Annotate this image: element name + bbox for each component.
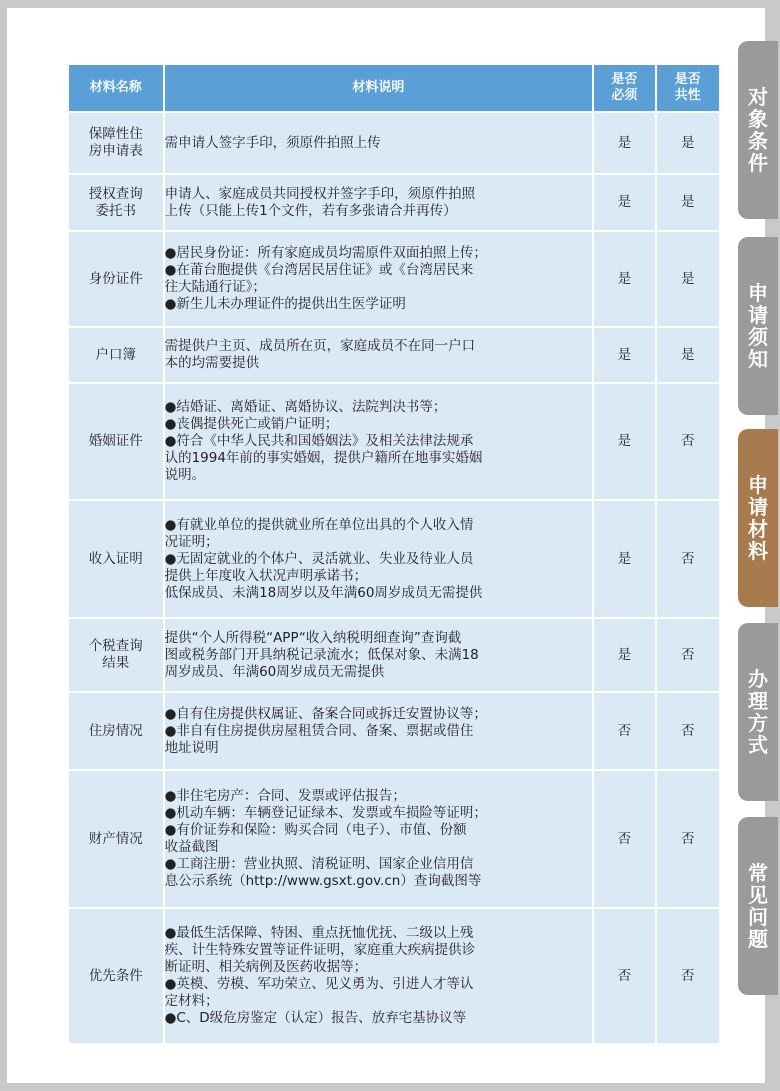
tab-object-conditions[interactable] <box>738 41 778 219</box>
common-cell: 否 <box>657 909 719 1043</box>
material-name-line: 房申请表 <box>88 143 143 159</box>
material-name-cell <box>69 619 163 691</box>
header-material-description: 材料说明 <box>165 65 593 111</box>
material-description-line: ●在莆台胞提供《台湾居民居住证》或《台湾居民来 <box>164 262 474 278</box>
material-description-line: 说明。 <box>164 467 206 483</box>
material-description-line: ●结婚证、离婚证、离婚协议、法院判决书等； <box>164 399 447 415</box>
material-description-line: ●非住宅房产：合同、发票或评估报告； <box>164 788 406 804</box>
material-description-line: 图或税务部门开具纳税记录流水；低保对象、未满18 <box>164 646 479 663</box>
material-description-line: ●C、D级危房鉴定（认定）报告、放弃宅基协议等 <box>164 1010 467 1026</box>
common-cell: 是 <box>657 113 719 173</box>
common-cell: 是 <box>657 232 719 326</box>
material-description-line: ●符合《中华人民共和国婚姻法》及相关法律法规承 <box>164 433 474 449</box>
material-description-line: 周岁成员、年满60周岁成员无需提供 <box>164 663 385 680</box>
material-description-line: ●丧偶提供死亡或销户证明； <box>164 416 339 432</box>
required-cell: 是 <box>594 384 654 499</box>
material-description-line: 定材料； <box>164 993 219 1009</box>
tab-label: 申请材料 <box>748 473 768 563</box>
tab-label: 申请须知 <box>748 281 768 371</box>
common-cell: 是 <box>657 328 719 382</box>
material-description-line: ●有就业单位的提供就业所在单位出具的个人收入情 <box>164 516 474 533</box>
material-name-line: 户口簿 <box>95 346 137 363</box>
material-name-cell <box>69 328 163 382</box>
material-name-line: 婚姻证件 <box>88 433 143 449</box>
material-description-cell <box>165 693 593 769</box>
tab-faq[interactable] <box>738 817 778 995</box>
header-common-line: 共性 <box>674 88 701 103</box>
material-description-line: 本的均需要提供 <box>164 355 260 371</box>
material-description-line: ●无固定就业的个体户、灵活就业、失业及待业人员 <box>164 550 474 567</box>
header-common-line: 是否 <box>674 72 701 87</box>
tab-label: 办理方式 <box>748 667 768 757</box>
material-name-cell <box>69 232 163 326</box>
material-description-cell <box>165 619 593 691</box>
material-description-line: ●新生儿未办理证件的提供出生医学证明 <box>164 296 406 312</box>
material-description-line: ●居民身份证：所有家庭成员均需原件双面拍照上传； <box>164 245 487 261</box>
material-description-line: 提供上年度收入状况声明承诺书； <box>164 567 368 584</box>
material-description-line: 上传（只能上传1个文件，若有多张请合并再传） <box>164 202 457 219</box>
common-cell: 是 <box>657 175 719 230</box>
material-description-line: 断证明、相关病例及医药收据等； <box>164 959 368 975</box>
material-description-line: 收益截图 <box>164 839 219 855</box>
material-description-line: 息公示系统（http://www.gsxt.gov.cn）查询截图等 <box>164 873 482 889</box>
header-material-name: 材料名称 <box>69 65 163 111</box>
material-name-line: 授权查询 <box>88 185 143 202</box>
header-required-line: 必须 <box>611 88 638 103</box>
table-row <box>69 909 719 1043</box>
table-body <box>69 113 719 1043</box>
material-name-line: 委托书 <box>95 202 137 219</box>
table-row <box>69 501 719 617</box>
material-description-cell <box>165 175 593 230</box>
material-name-line: 保障性住 <box>88 126 143 142</box>
material-description-line: ●非自有住房提供房屋租赁合同、备案、票据或借住 <box>164 722 474 739</box>
required-cell: 是 <box>594 232 654 326</box>
required-cell: 否 <box>594 771 654 907</box>
common-cell: 否 <box>657 771 719 907</box>
material-description-line: 低保成员、未满18周岁以及年满60周岁成员无需提供 <box>164 584 483 601</box>
material-description-cell <box>165 501 593 617</box>
material-description-line: ●自有住房提供权属证、备案合同或拆迁安置协议等； <box>164 705 487 722</box>
material-name-cell <box>69 113 163 173</box>
material-description-line: 提供“个人所得税“APP“收入纳税明细查询”查询截 <box>164 629 462 646</box>
material-name-line: 财产情况 <box>88 830 143 847</box>
header-common <box>657 65 719 111</box>
material-name-cell <box>69 175 163 230</box>
common-cell: 否 <box>657 619 719 691</box>
material-description-line: 需申请人签字手印，须原件拍照上传 <box>164 134 381 151</box>
required-cell: 是 <box>594 175 654 230</box>
material-description-cell <box>165 113 593 173</box>
table-row <box>69 175 719 230</box>
material-name-cell <box>69 693 163 769</box>
material-name-line: 优先条件 <box>88 967 143 984</box>
material-name-cell <box>69 501 163 617</box>
tab-application-materials[interactable] <box>738 429 778 607</box>
common-cell: 否 <box>657 693 719 769</box>
side-tab-bar <box>738 41 778 1041</box>
material-name-line: 住房情况 <box>88 722 143 739</box>
header-required <box>594 65 654 111</box>
material-description-cell <box>165 909 593 1043</box>
required-cell: 否 <box>594 693 654 769</box>
table-row <box>69 328 719 382</box>
material-description-cell <box>165 232 593 326</box>
material-description-line: 需提供户主页、成员所在页，家庭成员不在同一户口 <box>164 338 476 354</box>
material-description-line: 申请人、家庭成员共同授权并签字手印，须原件拍照 <box>164 185 476 202</box>
table-row <box>69 693 719 769</box>
material-description-line: ●工商注册：营业执照、清税证明、国家企业信用信 <box>164 856 474 872</box>
required-cell: 是 <box>594 113 654 173</box>
required-cell: 是 <box>594 619 654 691</box>
table-row <box>69 232 719 326</box>
material-description-line: 地址说明 <box>164 739 219 756</box>
header-required-line: 是否 <box>611 72 638 87</box>
table-header-row <box>69 65 719 111</box>
material-description-line: ●有价证券和保险：购买合同（电子）、市值、份额 <box>164 822 467 838</box>
required-cell: 否 <box>594 909 654 1043</box>
table-row <box>69 619 719 691</box>
material-description-line: ●最低生活保障、特困、重点抚恤优抚、二级以上残 <box>164 925 474 941</box>
tab-label: 对象条件 <box>748 85 768 175</box>
common-cell: 否 <box>657 501 719 617</box>
table-row <box>69 113 719 173</box>
material-name-cell <box>69 384 163 499</box>
material-description-cell <box>165 384 593 499</box>
material-description-line: 况证明； <box>164 533 219 550</box>
material-description-line: 往大陆通行证》； <box>164 279 266 295</box>
material-name-line: 结果 <box>102 655 130 671</box>
materials-table <box>67 63 721 1045</box>
tab-handling-methods[interactable] <box>738 623 778 801</box>
tab-application-notice[interactable] <box>738 237 778 415</box>
material-name-cell <box>69 771 163 907</box>
material-description-cell <box>165 328 593 382</box>
material-description-cell <box>165 771 593 907</box>
table-row <box>69 384 719 499</box>
common-cell: 否 <box>657 384 719 499</box>
table-row <box>69 771 719 907</box>
material-name-line: 个税查询 <box>88 638 143 654</box>
material-name-line: 收入证明 <box>88 550 143 567</box>
tab-label: 常见问题 <box>748 861 768 951</box>
material-name-line: 身份证件 <box>88 270 143 287</box>
material-description-line: ●机动车辆：车辆登记证绿本、发票或车损险等证明； <box>164 805 487 821</box>
required-cell: 是 <box>594 328 654 382</box>
material-description-line: 认的1994年前的事实婚姻，提供户籍所在地事实婚姻 <box>164 450 483 466</box>
material-name-cell <box>69 909 163 1043</box>
material-description-line: 疾、计生特殊安置等证件证明，家庭重大疾病提供诊 <box>164 942 476 958</box>
document-page <box>7 8 768 1083</box>
required-cell: 是 <box>594 501 654 617</box>
material-description-line: ●英模、劳模、军功荣立、见义勇为、引进人才等认 <box>164 976 474 992</box>
